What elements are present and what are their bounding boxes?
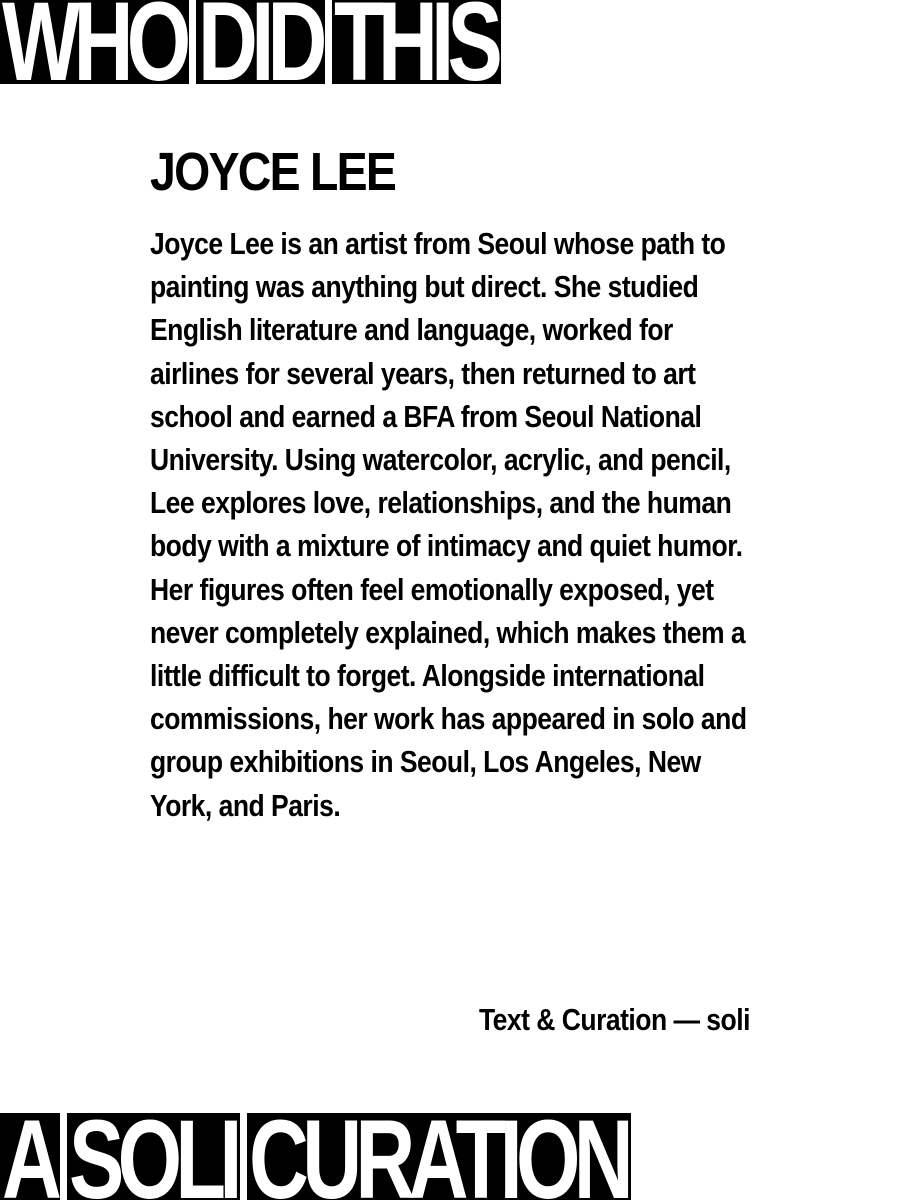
header-word: WHO [0, 0, 189, 84]
artist-name: JOYCE LEE [150, 142, 396, 202]
footer-banner [0, 1113, 631, 1200]
footer-word: CURATION [247, 1113, 631, 1200]
footer-word: SOLI [67, 1113, 240, 1200]
header-word: DID [196, 0, 325, 84]
artist-section [150, 140, 750, 827]
header-word: THIS [332, 0, 501, 84]
header-banner [0, 0, 501, 84]
curation-credit: Text & Curation — soli [479, 1002, 750, 1037]
artist-bio: Joyce Lee is an artist from Seoul whose path to painting was anything but direct. She studied English literature and language, worked for airlines for several years, then returned to art school and earned a BFA from Seoul National University. Using watercolor, acrylic, and pencil, Lee explores love, relationships, and the human body with a mixture of intimacy and quiet humor. Her figures often feel emotionally exposed, yet never completely explained, which makes them a little difficult to forget. Alongside international commissions, her work has appeared in solo and group exhibitions in Seoul, Los Angeles, New York, and Paris. [150, 226, 747, 823]
footer-word: A [0, 1113, 60, 1200]
